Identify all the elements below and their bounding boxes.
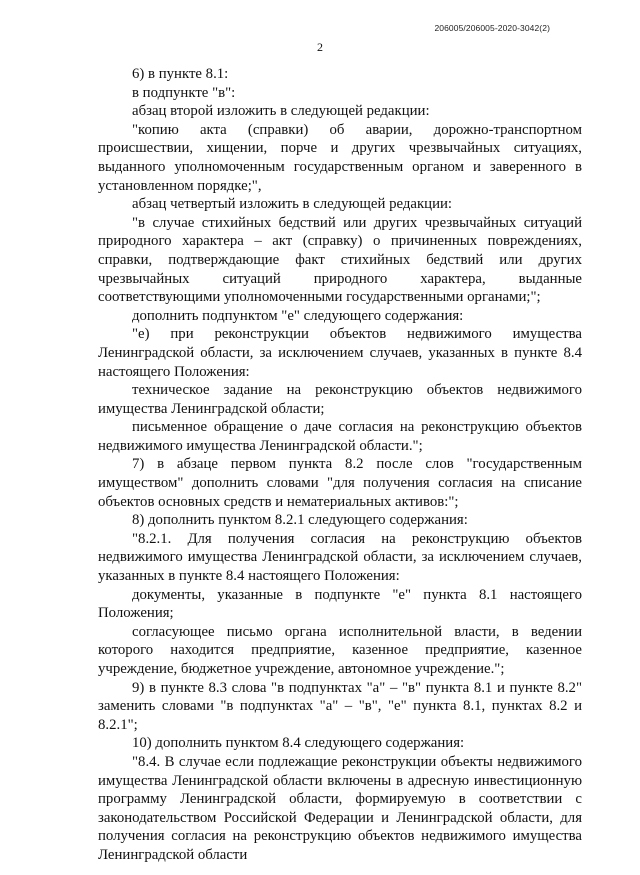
paragraph-2: в подпункте "в": [132,84,236,101]
paragraph-9: техническое задание на реконструкцию объектов недвижимого имущества Ленинградской области; [98,382,582,417]
paragraph-15: согласующее письмо органа исполнительной власти, в ведении которого находится предприятие, казенное предприятие, казенное учреждение, бюджетное учреждение, автономное учреждение."; [98,623,582,677]
paragraph-11: 7) в абзаце первом пункта 8.2 после слов "государственным имуществом" дополнить словами "для получения согласия на списание объектов основных средств и нематериальных активов:"; [98,456,582,510]
paragraph-6: "в случае стихийных бедствий или других чрезвычайных ситуаций природного характера – акт (справку) о причиненных повреждениях, справки, подтверждающие факт стихийных бедствий или других чрезвычайных ситуаций природного характера, выданные соответствующими уполномоченными государственными органами;"; [98,214,582,306]
paragraph-13: "8.2.1. Для получения согласия на реконструкцию объектов недвижимого имущества Ленинградской области, за исключением случаев, указанных в пункте 8.4 настоящего Положения: [98,530,582,585]
page-number: 2 [317,40,323,54]
paragraph-17: 10) дополнить пунктом 8.4 следующего содержания: [132,735,465,752]
paragraph-7: дополнить подпунктом "е" следующего содержания: [132,307,464,324]
paragraph-5: абзац четвертый изложить в следующей редакции: [132,196,453,213]
paragraph-18: "8.4. В случае если подлежащие реконструкции объекты недвижимого имущества Ленинградской области включены в адресную инвестиционную программу Ленинградской области, формируемую в соответствии с законодательством Российской Федерации и Ленинградской области, для получения согласия на реконструкцию объектов недвижимого имущества Ленинградской области [98,753,582,863]
paragraph-8: "е) при реконструкции объектов недвижимого имущества Ленинградской области, за исключением случаев, указанных в пункте 8.4 настоящего Положения: [98,326,582,380]
document-body [98,65,582,865]
paragraph-12: 8) дополнить пунктом 8.2.1 следующего содержания: [132,512,468,529]
paragraph-4: "копию акта (справки) об аварии, дорожно-транспортном происшествии, хищении, порче и других чрезвычайных ситуациях, выданного уполномоченным государственным органом и заверенного в установленном порядке;", [98,121,582,194]
document-id: 206005/206005-2020-3042(2) [434,23,550,33]
paragraph-10: письменное обращение о даче согласия на реконструкцию объектов недвижимого имущества Ленинградской области."; [98,419,582,454]
paragraph-16: 9) в пункте 8.3 слова "в подпунктах "а" – "в" пункта 8.1 и пункте 8.2" заменить словами "в подпунктах "а" – "в", "е" пункта 8.1, пунктах 8.2 и 8.2.1"; [98,679,582,733]
paragraph-3: абзац второй изложить в следующей редакции: [132,103,430,120]
paragraph-14: документы, указанные в подпункте "е" пункта 8.1 настоящего Положения; [98,586,582,622]
paragraph-1: 6) в пункте 8.1: [132,66,229,82]
